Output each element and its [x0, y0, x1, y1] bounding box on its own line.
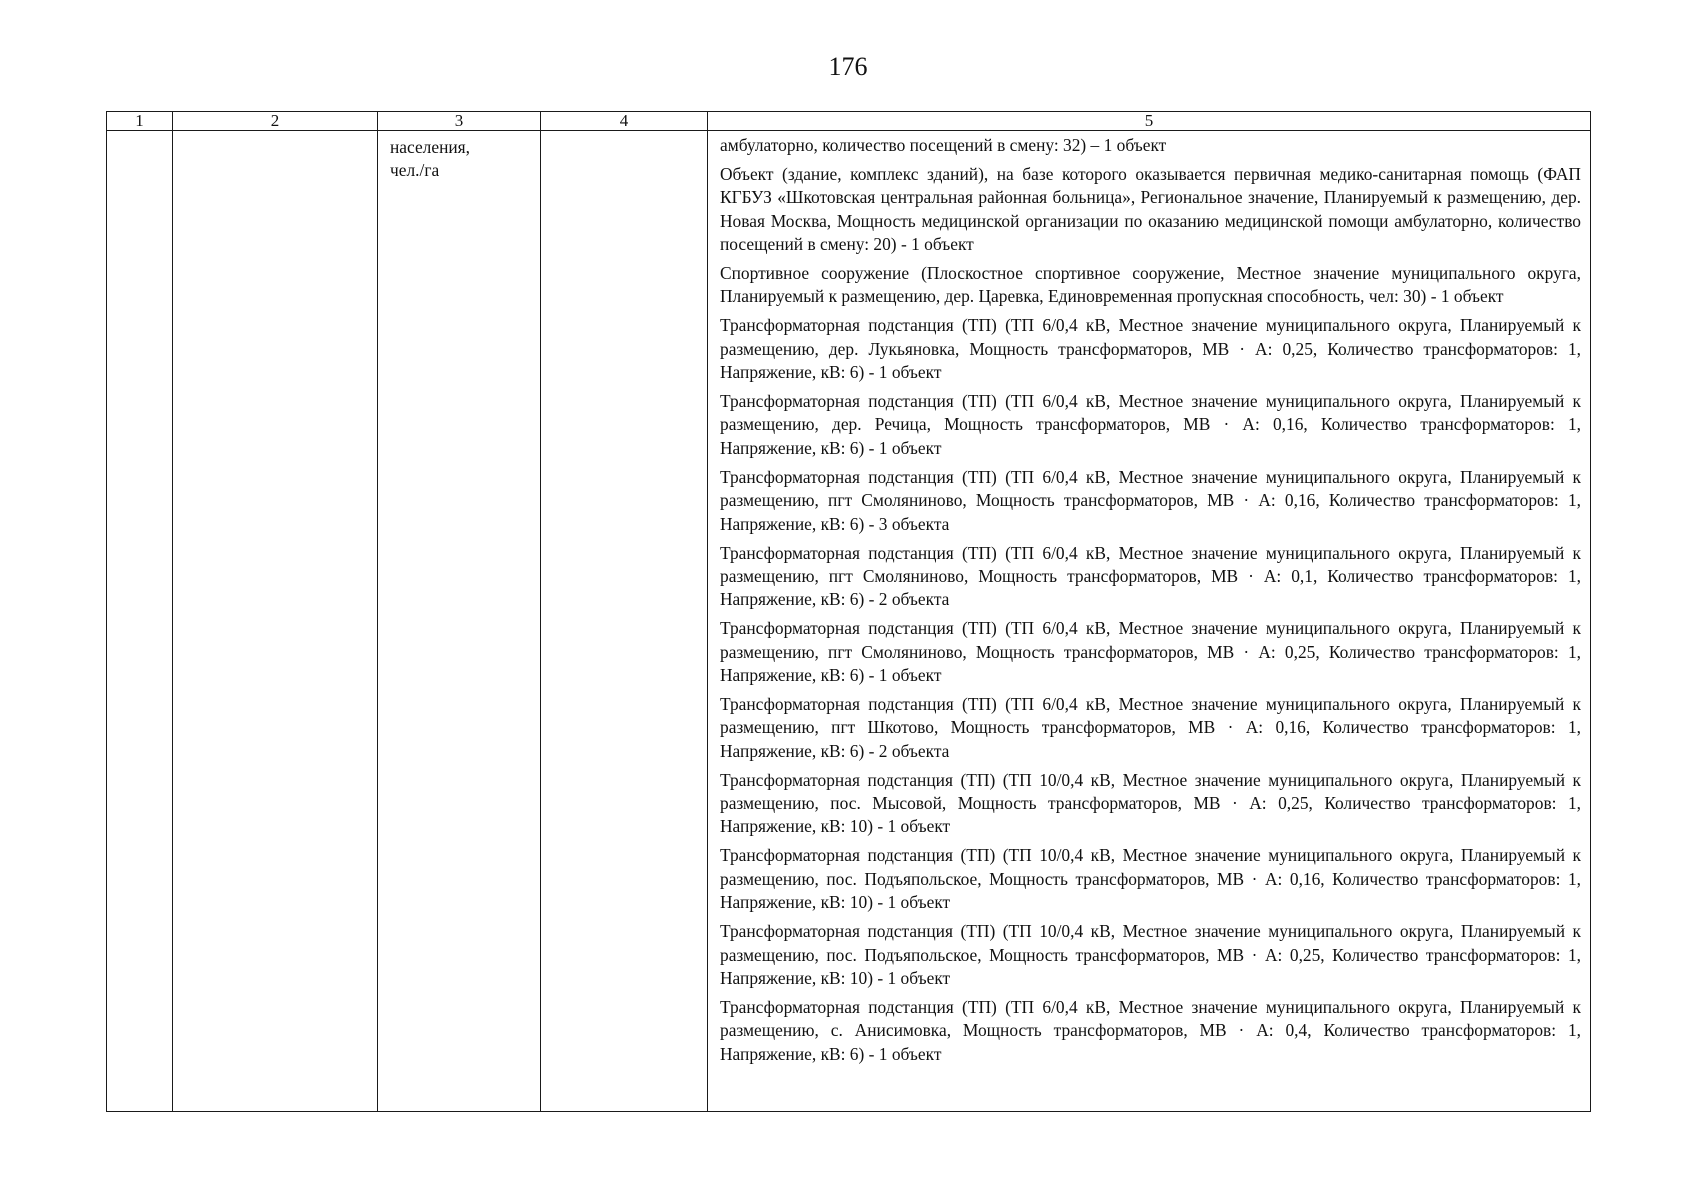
- object-entry: Трансформаторная подстанция (ТП) (ТП 6/0,4 кВ, Местное значение муниципального округа, Планируемый к размещению, пгт Смоляниново, Мощность трансформаторов, МВ · А: 0,25, Количество трансформаторов: 1, Напряжение, кВ: 6) - 1 объект: [720, 618, 1581, 686]
- object-entry: Трансформаторная подстанция (ТП) (ТП 10/0,4 кВ, Местное значение муниципального округа, Планируемый к размещению, пос. Подъяпольское, Мощность трансформаторов, МВ · А: 0,16, Количество трансформаторов: 1, Напряжение, кВ: 10) - 1 объект: [720, 845, 1581, 913]
- object-entry: Трансформаторная подстанция (ТП) (ТП 6/0,4 кВ, Местное значение муниципального округа, Планируемый к размещению, пгт Шкотово, Мощность трансформаторов, МВ · А: 0,16, Количество трансформаторов: 1, Напряжение, кВ: 6) - 2 объекта: [720, 693, 1581, 761]
- objects-list: [708, 131, 1590, 1068]
- object-entry: Трансформаторная подстанция (ТП) (ТП 6/0,4 кВ, Местное значение муниципального округа, Планируемый к размещению, с. Анисимовка, Мощность трансформаторов, МВ · А: 0,4, Количество трансформаторов: 1, Напряжение, кВ: 6) - 1 объект: [720, 996, 1581, 1064]
- object-entry: Трансформаторная подстанция (ТП) (ТП 6/0,4 кВ, Местное значение муниципального округа, Планируемый к размещению, пгт Смоляниново, Мощность трансформаторов, МВ · А: 0,1, Количество трансформаторов: 1, Напряжение, кВ: 6) - 2 объекта: [720, 542, 1581, 610]
- column-header-4: 4: [541, 112, 708, 131]
- table-row: [107, 131, 1591, 1112]
- indicator-unit-text: [378, 131, 540, 183]
- object-entry: Трансформаторная подстанция (ТП) (ТП 10/0,4 кВ, Местное значение муниципального округа, Планируемый к размещению, пос. Подъяпольское, Мощность трансформаторов, МВ · А: 0,25, Количество трансформаторов: 1, Напряжение, кВ: 10) - 1 объект: [720, 921, 1581, 988]
- table-header-row: [107, 112, 1591, 131]
- document-table: [106, 111, 1591, 1112]
- object-entry: Трансформаторная подстанция (ТП) (ТП 6/0,4 кВ, Местное значение муниципального округа, Планируемый к размещению, дер. Речица, Мощность трансформаторов, МВ · А: 0,16, Количество трансформаторов: 1, Напряжение, кВ: 6) - 1 объект: [720, 391, 1581, 458]
- cell-col-1: [107, 131, 173, 1112]
- cell-col-5: [708, 131, 1591, 1112]
- object-entry: Трансформаторная подстанция (ТП) (ТП 6/0,4 кВ, Местное значение муниципального округа, Планируемый к размещению, дер. Лукьяновка, Мощность трансформаторов, МВ · А: 0,25, Количество трансформаторов: 1, Напряжение, кВ: 6) - 1 объект: [720, 315, 1581, 383]
- object-entry: Объект (здание, комплекс зданий), на базе которого оказывается первичная медико-санитарная помощь (ФАП КГБУЗ «Шкотовская центральная районная больница», Региональное значение, Планируемый к размещению, дер. Новая Москва, Мощность медицинской организации по оказанию медицинской помощи амбулаторно, количество посещений в смену: 20) - 1 объект: [720, 163, 1581, 255]
- object-entry: амбулаторно, количество посещений в смену: 32) – 1 объект: [720, 135, 1167, 155]
- indicator-line: чел./га: [390, 160, 440, 181]
- indicator-line: населения,: [390, 137, 471, 157]
- cell-col-2: [173, 131, 378, 1112]
- page-number: 176: [828, 52, 868, 81]
- column-header-1: 1: [107, 112, 173, 131]
- column-header-3: 3: [378, 112, 541, 131]
- object-entry: Спортивное сооружение (Плоскостное спортивное сооружение, Местное значение муниципального округа, Планируемый к размещению, дер. Царевка, Единовременная пропускная способность, чел: 30) - 1 объект: [720, 263, 1581, 307]
- column-header-2: 2: [173, 112, 378, 131]
- column-header-5: 5: [708, 112, 1591, 131]
- object-entry: Трансформаторная подстанция (ТП) (ТП 10/0,4 кВ, Местное значение муниципального округа, Планируемый к размещению, пос. Мысовой, Мощность трансформаторов, МВ · А: 0,25, Количество трансформаторов: 1, Напряжение, кВ: 10) - 1 объект: [720, 769, 1581, 837]
- cell-col-4: [541, 131, 708, 1112]
- object-entry: Трансформаторная подстанция (ТП) (ТП 6/0,4 кВ, Местное значение муниципального округа, Планируемый к размещению, пгт Смоляниново, Мощность трансформаторов, МВ · А: 0,16, Количество трансформаторов: 1, Напряжение, кВ: 6) - 3 объекта: [720, 466, 1581, 534]
- cell-col-3: [378, 131, 541, 1112]
